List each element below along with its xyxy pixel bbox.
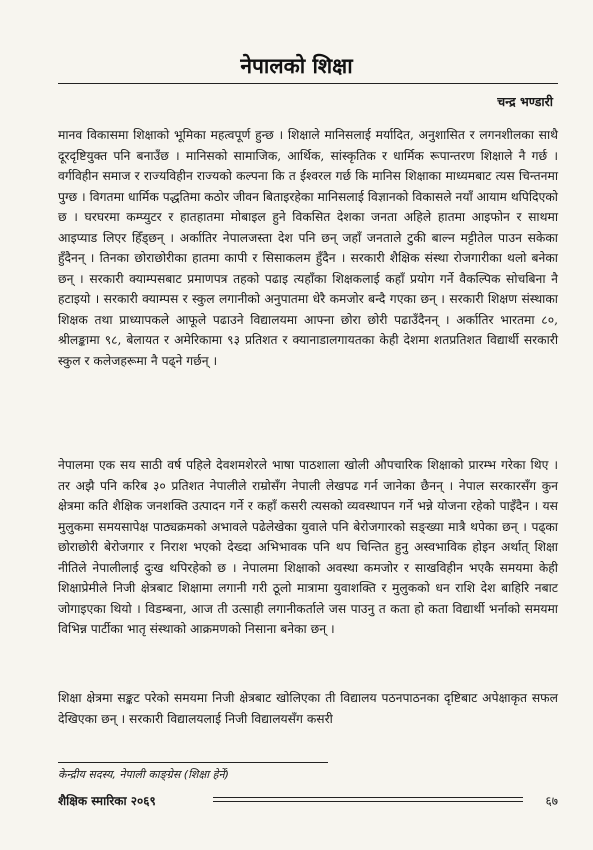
- paragraph-text: शिक्षा क्षेत्रमा सङ्कट परेको समयमा निजी क्षेत्रबाट खोलिएका ती विद्यालय पठनपाठनका दृष्टिबाट अपेक्षाकृत सफल देखिएका छन् । सरकारी विद्यालयलाई निजी विद्यालयसँग कसरी: [58, 691, 558, 726]
- paragraph-text: नेपालमा एक सय साठी वर्ष पहिले देवशमशेरले भाषा पाठशाला खोली औपचारिक शिक्षाको प्रारम्भ गरेका थिए । तर अझै पनि करिब ३० प्रतिशत नेपालीले राम्रोसँग नेपाली लेखपढ गर्न जानेका छैनन् । नेपाल सरकारसँग कुन क्षेत्रमा कति शैक्षिक जनशक्ति उत्पादन गर्ने र कहाँ कसरी त्यसको व्यवस्थापन गर्ने भन्ने योजना रहेको पाइँदैन । यस मुलुकमा समयसापेक्ष पाठ्यक्रमको अभावले पढेलेखेका युवाले पनि बेरोजगारको सङ्ख्या मात्रै थपेका छन् । पढ्का छोराछोरी बेरोजगार र निराश भएको देख्दा अभिभावक पनि थप चिन्तित हुनु अस्वभाविक होइन अर्थात् शिक्षा नीतिले नेपालीलाई दुःख थपिरहेको छ । नेपालमा शिक्षाको अवस्था कमजोर र साखविहीन भएकै समयमा केही शिक्षाप्रेमीले निजी क्षेत्रबाट शिक्षामा लगानी गरी ठूलो मात्रामा युवाशक्ति र मुलुकको धन राशि देश बाहिरि नबाट जोगाइएका थियो । विडम्बना, आज ती उत्साही लगानीकर्ताले जस पाउनु त कता हो कता विद्यार्थी भर्नाको समयमा विभिन्न पार्टीका भातृ संस्थाको आक्रमणको निसाना बनेका छन् ।: [58, 458, 558, 636]
- author-name: चन्द्र भण्डारी: [497, 94, 553, 109]
- footnote-divider: [58, 762, 328, 763]
- paragraph-text: मानव विकासमा शिक्षाको भूमिका महत्वपूर्ण हुन्छ । शिक्षाले मानिसलाई मर्यादित, अनुशासित र लगनशीलका साथै दूरदृष्टियुक्त पनि बनाउँछ । मानिसको सामाजिक, आर्थिक, सांस्कृतिक र धार्मिक रूपान्तरण शिक्षाले नै गर्छ । वर्गविहीन समाज र राज्यविहीन राज्यको कल्पना कि त ईश्वरल गर्छ कि मानिस शिक्षाका माध्यमबाट त्यस चिन्तनमा पुग्छ । विगतमा धार्मिक पद्धतिमा कठोर जीवन बिताइरहेका मानिसलाई विज्ञानको विकासले नयाँ आयाम थपिदिएको छ । घरघरमा कम्प्युटर र हातहातमा मोबाइल हुने विकसित देशका जनता अहिले हातमा आइफोन र साथमा आइप्याड लिएर हिँड्छन् । अर्कातिर नेपालजस्ता देश पनि छन् जहाँ जनताले टुकी बाल्न मट्टीतेल पाउन सकेका हुँदैनन् । तिनका छोराछोरीका हातमा कापी र सिसाकलम हुँदैन । सरकारी शैक्षिक संस्था रोजगारीका थलो बनेका छन् । सरकारी क्याम्पसबाट प्रमाणपत्र तहको पढाइ त्यहाँका शिक्षकलाई कहाँ प्रयोग गर्ने वैकल्पिक सोचबिना नै हटाइयो । सरकारी क्याम्पस र स्कुल लगानीको अनुपातमा धेरै कमजोर बन्दै गएका छन् । सरकारी शिक्षण संस्थाका शिक्षक तथा प्राध्यापकले आफूले पढाउने विद्यालयमा आफ्ना छोरा छोरी पढाउँदैनन् । अर्कातिर भारतमा ८०, श्रीलङ्कामा ९८, बेलायत र अमेरिकामा ९३ प्रतिशत र क्यानाडालगायतका केही देशमा शतप्रतिशत विद्यार्थी सरकारी स्कुल र कलेजहरूमा नै पढ्ने गर्छन् ।: [58, 128, 558, 368]
- paragraph-2: [58, 455, 558, 640]
- article-title: नेपालको शिक्षा: [240, 54, 353, 78]
- footer-double-rule: [213, 797, 523, 802]
- paragraph-3: [58, 688, 558, 729]
- page-footer: [58, 789, 558, 809]
- title-divider: [58, 83, 558, 84]
- paragraph-1: [58, 125, 558, 371]
- author-footnote: केन्द्रीय सदस्य, नेपाली काङ्ग्रेस (शिक्षा हेर्ने): [58, 768, 229, 781]
- publication-name: शैक्षिक स्मारिका २०६९: [58, 794, 156, 808]
- page-number: ६७: [545, 794, 558, 808]
